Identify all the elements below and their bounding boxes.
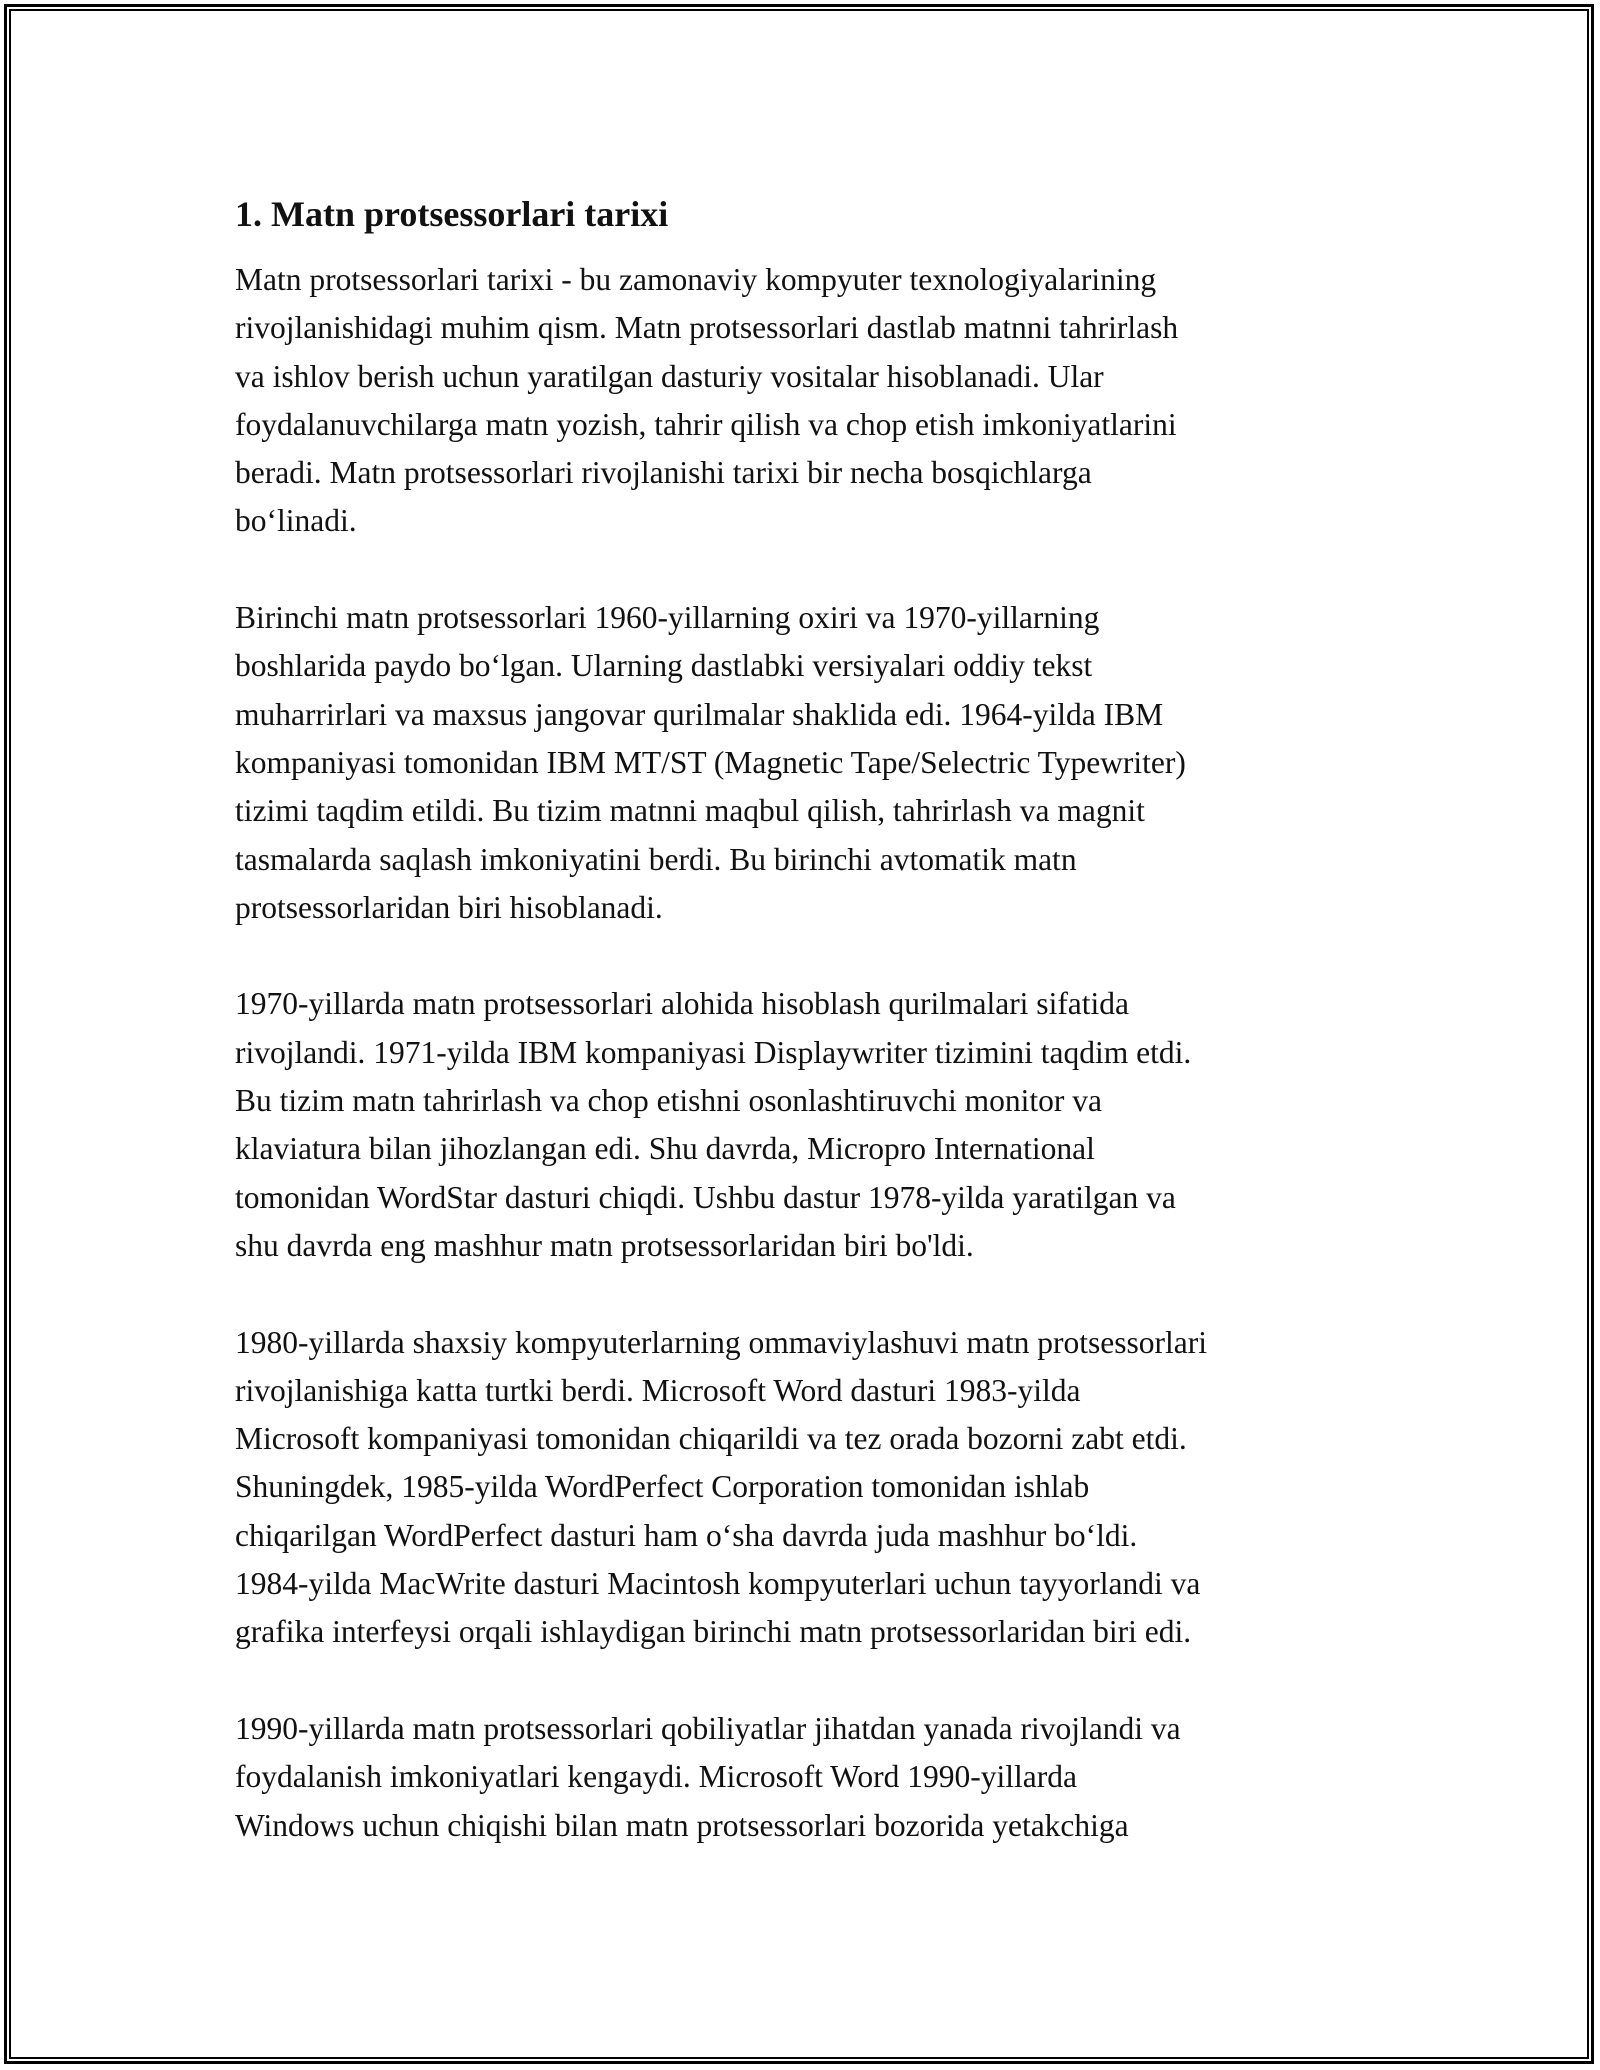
text-line: rivojlanishiga katta turtki berdi. Microsoft Word dasturi 1983-yilda	[235, 1372, 1081, 1408]
text-line: Windows uchun chiqishi bilan matn protsessorlari bozorida yetakchiga	[235, 1807, 1129, 1843]
text-line: 1970-yillarda matn protsessorlari alohida hisoblash qurilmalari sifatida	[235, 986, 1130, 1022]
text-line: va ishlov berish uchun yaratilgan dasturiy vositalar hisoblanadi. Ular	[235, 358, 1104, 394]
text-line: boʻlinadi.	[235, 503, 357, 539]
text-line: rivojlandi. 1971-yilda IBM kompaniyasi Displaywriter tizimini taqdim etdi.	[235, 1034, 1192, 1070]
text-line: tizimi taqdim etildi. Bu tizim matnni maqbul qilish, tahrirlash va magnit	[235, 793, 1145, 829]
section-heading: 1. Matn protsessorlari tarixi	[235, 194, 669, 234]
text-line: boshlarida paydo boʻlgan. Ularning dastlabki versiyalari oddiy tekst	[235, 648, 1093, 684]
paragraph-1970s	[235, 980, 1395, 1270]
text-line: 1984-yilda MacWrite dasturi Macintosh kompyuterlari uchun tayyorlandi va	[235, 1566, 1201, 1602]
text-line: Birinchi matn protsessorlari 1960-yillarning oxiri va 1970-yillarning	[235, 600, 1100, 636]
text-line: muharrirlari va maxsus jangovar qurilmalar shaklida edi. 1964-yilda IBM	[235, 696, 1164, 732]
text-line: 1990-yillarda matn protsessorlari qobiliyatlar jihatdan yanada rivojlandi va	[235, 1710, 1181, 1746]
text-line: 1980-yillarda shaxsiy kompyuterlarning ommaviylashuvi matn protsessorlari	[235, 1324, 1207, 1360]
paragraph-1960s	[235, 594, 1395, 932]
text-line: foydalanuvchilarga matn yozish, tahrir qilish va chop etish imkoniyatlarini	[235, 406, 1177, 442]
text-line: Bu tizim matn tahrirlash va chop etishni osonlashtiruvchi monitor va	[235, 1083, 1102, 1119]
document-body	[235, 184, 1395, 1898]
text-line: foydalanish imkoniyatlari kengaydi. Microsoft Word 1990-yillarda	[235, 1759, 1077, 1795]
text-line: Microsoft kompaniyasi tomonidan chiqarildi va tez orada bozorni zabt etdi.	[235, 1421, 1187, 1457]
text-line: protsessorlaridan biri hisoblanadi.	[235, 889, 663, 925]
text-line: grafika interfeysi orqali ishlaydigan birinchi matn protsessorlaridan biri edi.	[235, 1614, 1192, 1650]
paragraph-intro	[235, 256, 1395, 546]
text-line: kompaniyasi tomonidan IBM MT/ST (Magnetic Tape/Selectric Typewriter)	[235, 744, 1186, 780]
text-line: shu davrda eng mashhur matn protsessorlaridan biri bo'ldi.	[235, 1227, 974, 1263]
paragraph-1980s	[235, 1319, 1395, 1657]
text-line: chiqarilgan WordPerfect dasturi ham oʻsha davrda juda mashhur boʻldi.	[235, 1517, 1138, 1553]
text-line: tomonidan WordStar dasturi chiqdi. Ushbu dastur 1978-yilda yaratilgan va	[235, 1179, 1176, 1215]
paragraph-1990s	[235, 1705, 1395, 1850]
text-line: Matn protsessorlari tarixi - bu zamonaviy kompyuter texnologiyalarining	[235, 262, 1157, 297]
text-line: beradi. Matn protsessorlari rivojlanishi tarixi bir necha bosqichlarga	[235, 455, 1092, 491]
text-line: tasmalarda saqlash imkoniyatini berdi. Bu birinchi avtomatik matn	[235, 841, 1077, 877]
text-line: rivojlanishidagi muhim qism. Matn protsessorlari dastlab matnni tahrirlash	[235, 310, 1179, 346]
text-line: klaviatura bilan jihozlangan edi. Shu davrda, Micropro International	[235, 1131, 1095, 1167]
text-line: Shuningdek, 1985-yilda WordPerfect Corporation tomonidan ishlab	[235, 1469, 1090, 1505]
